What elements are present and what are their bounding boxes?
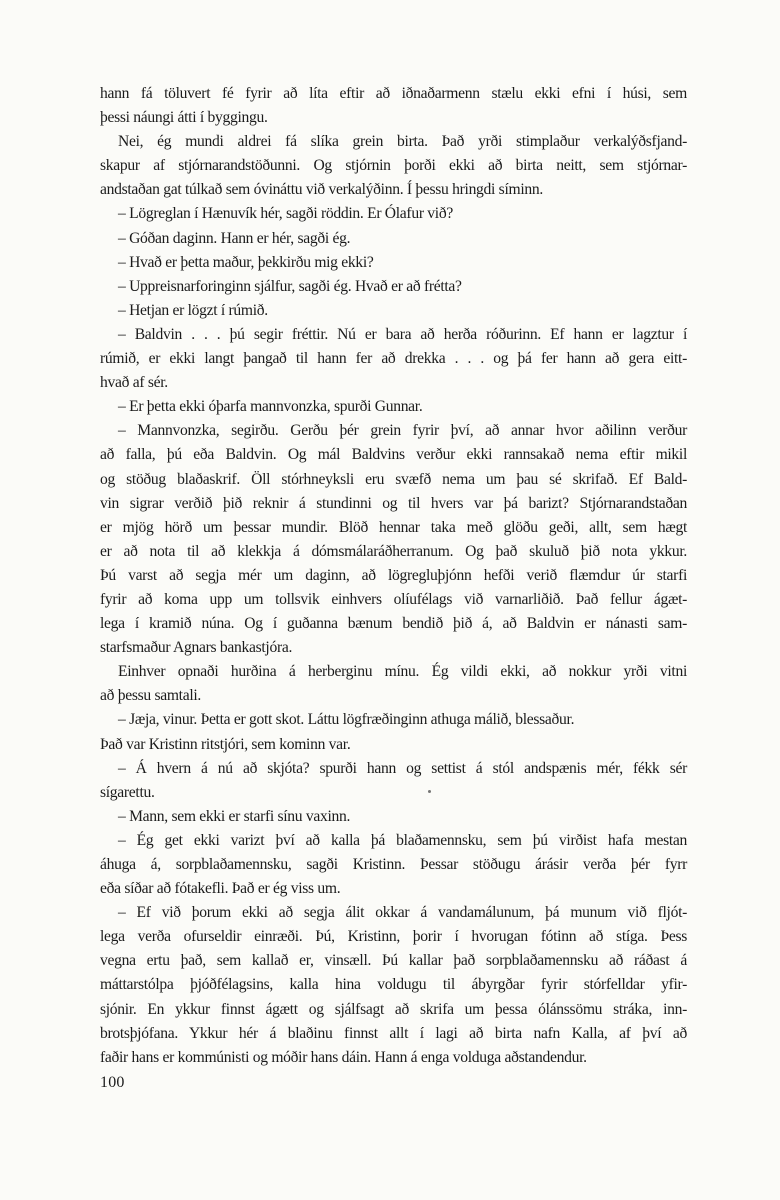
- page-number: 100: [100, 1074, 125, 1091]
- text-line: starfsmaður Agnars bankastjóra.: [100, 639, 293, 657]
- text-line: – Mannvonzka, segirðu. Gerðu þér grein fyrir því, að annar hvor aðilinn verður: [118, 422, 687, 440]
- paragraph: [100, 419, 687, 660]
- text-line: að þessu samtali.: [100, 687, 202, 705]
- text-line: andstaðan gat túlkað sem óvináttu við verkalýðinn. Í þessu hringdi síminn.: [100, 181, 543, 199]
- text-line: – Á hvern á nú að skjóta? spurði hann og settist á stól andspænis mér, fékk sér: [118, 759, 687, 777]
- text-line: er að nota til að klekkja á dómsmálaráðherranum. Og það skuluð þið nota ykkur.: [100, 542, 687, 560]
- text-line: er mjög hörð um þessar mundir. Blöð hennar taka með glöðu geði, allt, sem hægt: [100, 518, 687, 536]
- text-line: sjónir. En ykkur finnst ágætt og sjálfsagt að skrifa um þessa ólánssömu stráka, inn-: [100, 1000, 687, 1018]
- text-line: – Baldvin . . . þú segir fréttir. Nú er bara að herða róðurinn. Ef hann er lagztur í: [118, 325, 687, 343]
- text-line: – Hetjan er lögzt í rúmið.: [118, 301, 268, 319]
- text-line: og stöðug blaðaskrif. Öll stórhneyksli eru svæfð nema um þau sé skrifað. Ef Bald-: [100, 470, 687, 488]
- text-line: Einhver opnaði hurðina á herberginu mínu. Ég vildi ekki, að nokkur yrði vitni: [118, 663, 687, 681]
- text-line: fyrir að koma upp um tollsvik einhvers olíufélags við varnarliðið. Það fellur ágæt-: [100, 590, 687, 608]
- paragraph: [100, 323, 687, 395]
- text-line: lega í kramið núna. Og í guðanna bænum bendið þið á, að Baldvin er nánasti sam-: [100, 615, 687, 633]
- paragraph: [100, 733, 687, 757]
- text-line: að falla, þú eða Baldvin. Og mál Baldvins verður ekki rannsakað nema eftir mikil: [100, 446, 687, 464]
- text-line: þessi náungi átti í byggingu.: [100, 109, 268, 127]
- text-line: – Hvað er þetta maður, þekkirðu mig ekki?: [118, 253, 374, 271]
- text-line: vin sigrar verðið þið reknir á stundinni og til hvers var þá barizt? Stjórnarandstaðan: [100, 494, 687, 512]
- paragraph: [100, 708, 687, 732]
- paragraph: [100, 660, 687, 708]
- text-line: – Mann, sem ekki er starfi sínu vaxinn.: [118, 807, 351, 825]
- text-line: – Ef við þorum ekki að segja álit okkar á vandamálunum, þá munum við fljót-: [118, 904, 687, 922]
- text-line: Það var Kristinn ritstjóri, sem kominn var.: [100, 735, 351, 753]
- paragraph: [100, 227, 687, 251]
- text-line: áhuga á, sorpblaðamennsku, sagði Kristinn. Þessar stöðugu árásir verða þér fyrr: [100, 856, 687, 873]
- text-line: – Uppreisnarforinginn sjálfur, sagði ég. Hvað er að frétta?: [118, 277, 462, 295]
- text-line: Þú varst að segja mér um daginn, að lögregluþjónn hefði verið flæmdur úr starfi: [100, 566, 687, 584]
- paragraph: [100, 901, 687, 1070]
- body-text: [100, 82, 687, 1070]
- text-line: rúmið, er ekki langt þangað til hann fer að drekka . . . og þá fer hann að gera eitt-: [100, 350, 687, 368]
- paragraph: [100, 395, 687, 419]
- paragraph: [100, 130, 687, 202]
- paragraph: [100, 299, 687, 323]
- scan-artifact-dot: [428, 790, 431, 793]
- text-line: vegna ertu það, sem kallað er, vinsæll. Þú kallar það sorpblaðamennsku að ráðast á: [100, 952, 687, 970]
- paragraph: [100, 202, 687, 226]
- text-line: eða síðar að fótakefli. Það er ég viss um.: [100, 880, 341, 898]
- paragraph: [100, 829, 687, 901]
- text-line: brotsþjófana. Ykkur hér á blaðinu finnst allt í lagi að birta nafn Kalla, af því að: [100, 1024, 687, 1042]
- paragraph: [100, 251, 687, 275]
- paragraph: [100, 275, 687, 299]
- text-line: Nei, ég mundi aldrei fá slíka grein birta. Það yrði stimplaður verkalýðsfjand-: [118, 133, 687, 151]
- text-line: faðir hans er kommúnisti og móðir hans dáin. Hann á enga volduga aðstandendur.: [100, 1048, 587, 1066]
- paragraph: [100, 757, 687, 805]
- text-line: – Ég get ekki varizt því að kalla þá blaðamennsku, sem þú virðist hafa mestan: [118, 831, 687, 849]
- text-line: – Góðan daginn. Hann er hér, sagði ég.: [118, 229, 351, 247]
- paragraph: [100, 82, 687, 130]
- text-line: hann fá töluvert fé fyrir að líta eftir að iðnaðarmenn stælu ekki efni í húsi, sem: [100, 85, 687, 102]
- text-line: lega verða ofurseldir einræði. Þú, Kristinn, þorir í hvorugan fótinn að stíga. Þess: [100, 928, 687, 946]
- text-line: máttarstólpa þjóðfélagsins, kalla hina voldugu til ábyrgðar fyrir stórfelldar yfir-: [100, 976, 687, 994]
- text-line: – Lögreglan í Hænuvík hér, sagði röddin. Er Ólafur við?: [118, 205, 453, 223]
- text-line: – Er þetta ekki óþarfa mannvonzka, spurði Gunnar.: [118, 398, 423, 416]
- text-line: – Jæja, vinur. Þetta er gott skot. Láttu lögfræðinginn athuga málið, blessaður.: [118, 711, 575, 729]
- paragraph: [100, 805, 687, 829]
- text-line: hvað af sér.: [100, 374, 168, 392]
- text-line: skapur af stjórnarandstöðunni. Og stjórnin þorði ekki að birta neitt, sem stjórnar-: [100, 157, 687, 175]
- text-line: sígarettu.: [100, 783, 155, 801]
